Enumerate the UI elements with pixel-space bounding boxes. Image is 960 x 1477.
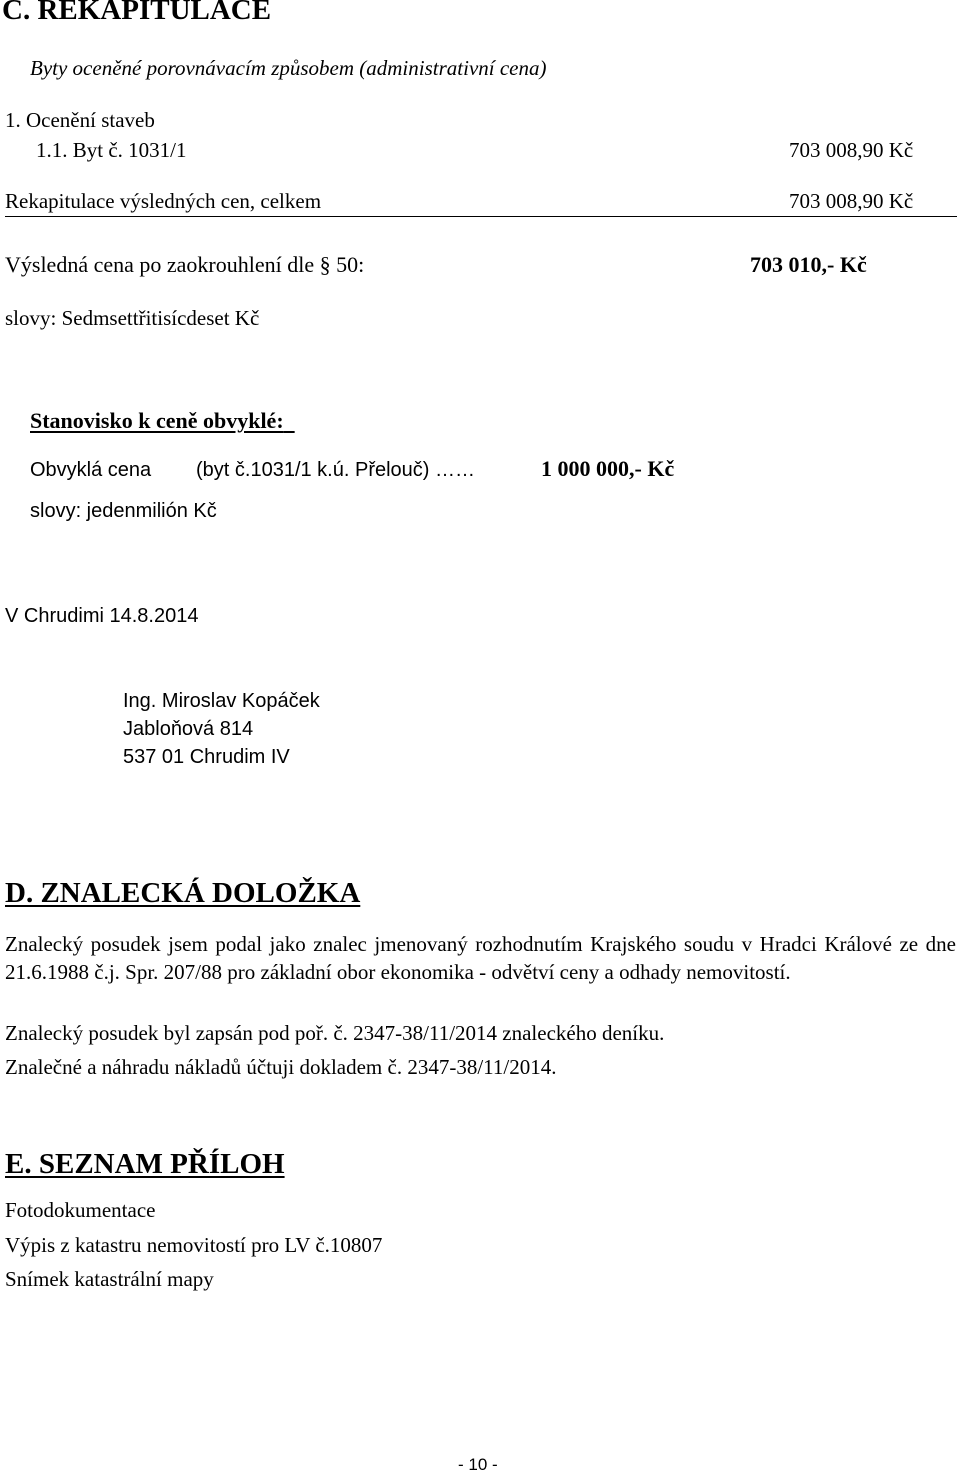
place-date: V Chrudimi 14.8.2014 xyxy=(5,605,199,627)
usual-price-label: Obvyklá cena xyxy=(30,459,152,481)
section-c-subtitle: Byty oceněné porovnávacím způsobem (administrativní cena) xyxy=(30,56,547,80)
attachment-item: Snímek katastrální mapy xyxy=(5,1267,214,1291)
opinion-heading xyxy=(30,408,295,434)
recap-underline xyxy=(5,216,957,217)
usual-price-detail: (byt č.1031/1 k.ú. Přelouč) …… xyxy=(196,459,476,481)
signatory-name: Ing. Miroslav Kopáček xyxy=(123,690,320,712)
rounded-label: Výsledná cena po zaokrouhlení dle § 50: xyxy=(5,252,365,277)
opinion-heading-text: Stanovisko k ceně obvyklé: xyxy=(30,408,284,433)
page-number: - 10 - xyxy=(458,1455,498,1474)
usual-price-value: 1 000 000,- Kč xyxy=(541,456,675,481)
registry-line: Znalecký posudek byl zapsán pod poř. č. 2347-38/11/2014 znaleckého deníku. xyxy=(5,1021,665,1045)
expert-clause-paragraph: Znalecký posudek jsem podal jako znalec jmenovaný rozhodnutím Krajského soudu v Hradci Králové ze dne 21.6.1988 č.j. Spr. 207/88 pro základní obor ekonomika - odvětví ceny a odhady nemovitostí. xyxy=(5,932,956,984)
opinion-heading-trail xyxy=(284,408,295,433)
section-c-heading: C. REKAPITULACE xyxy=(2,0,272,26)
words-value: slovy: Sedmsettřitisícdeset Kč xyxy=(5,306,260,330)
group-label: 1. Ocenění staveb xyxy=(5,108,155,132)
usual-price-words: slovy: jedenmilión Kč xyxy=(30,500,217,522)
attachment-item: Fotodokumentace xyxy=(5,1198,156,1222)
recap-label: Rekapitulace výsledných cen, celkem xyxy=(5,189,322,213)
item-label: 1.1. Byt č. 1031/1 xyxy=(36,138,187,162)
attachment-item: Výpis z katastru nemovitostí pro LV č.10807 xyxy=(5,1233,383,1257)
item-value: 703 008,90 Kč xyxy=(789,138,914,162)
signatory-street: Jabloňová 814 xyxy=(123,718,254,740)
section-e-heading: E. SEZNAM PŘÍLOH xyxy=(5,1148,285,1180)
signatory-city: 537 01 Chrudim IV xyxy=(123,746,290,768)
rounded-value: 703 010,- Kč xyxy=(750,252,867,277)
recap-value: 703 008,90 Kč xyxy=(789,189,914,213)
fee-line: Znalečné a náhradu nákladů účtuji dokladem č. 2347-38/11/2014. xyxy=(5,1055,557,1079)
section-d-heading: D. ZNALECKÁ DOLOŽKA xyxy=(5,877,361,909)
